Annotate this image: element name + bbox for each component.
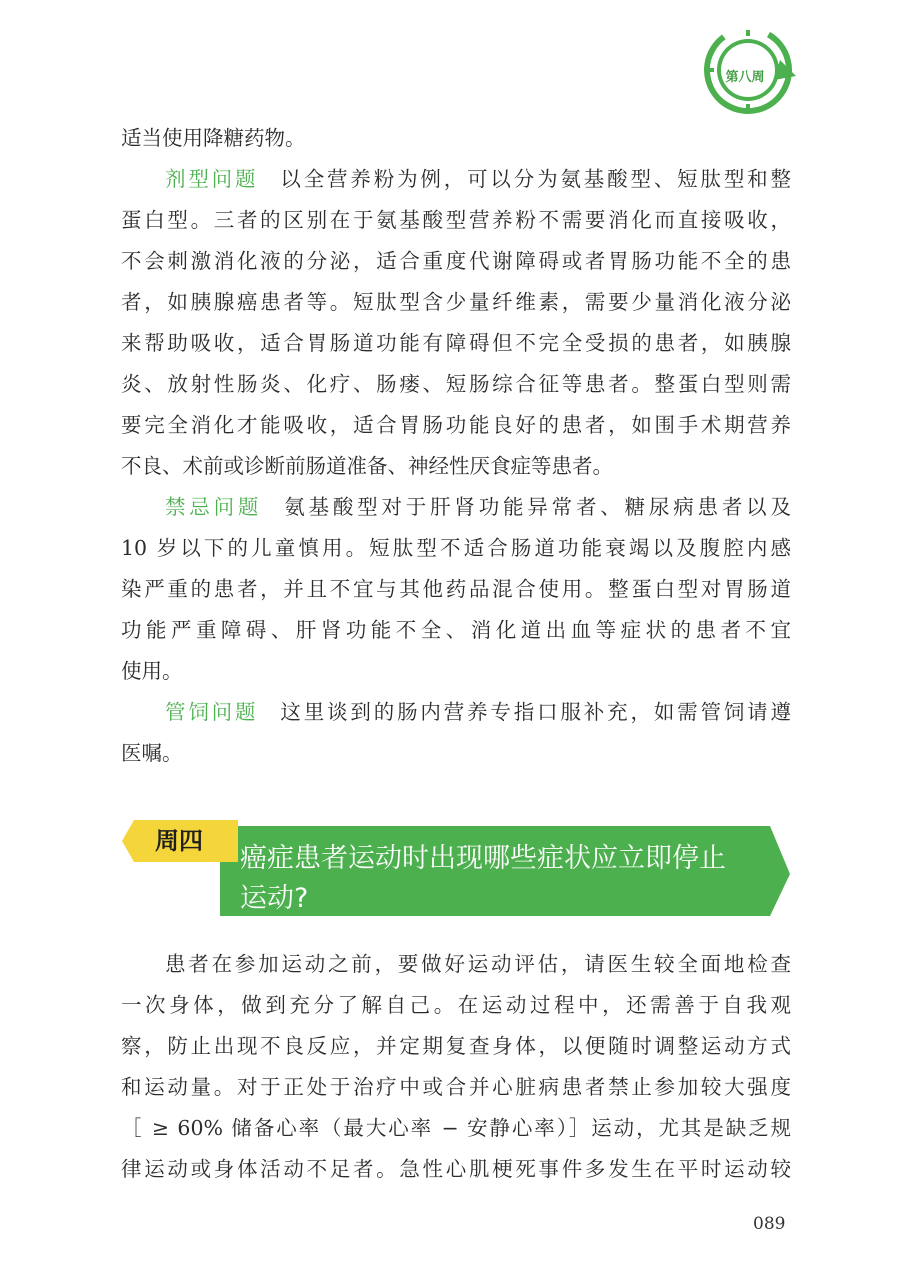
week-label: 第八周 — [725, 70, 765, 85]
section-title-line-2: 运动? — [240, 883, 309, 914]
keyword-dosage-form: 剂型问题 — [165, 167, 259, 191]
text-line: 功能严重障碍、肝肾功能不全、消化道出血等症状的患者不宜 — [121, 618, 791, 642]
section-tag: 周四 — [155, 827, 203, 855]
text-line: 和运动量。对于正处于治疗中或合并心脏病患者禁止参加较大强度 — [121, 1075, 791, 1099]
text-line: 来帮助吸收，适合胃肠道功能有障碍但不完全受损的患者，如胰腺 — [121, 331, 791, 355]
text-line: 察，防止出现不良反应，并定期复查身体，以便随时调整运动方式 — [121, 1034, 791, 1058]
keyword-contraindication: 禁忌问题 — [165, 495, 263, 519]
text-line: 一次身体，做到充分了解自己。在运动过程中，还需善于自我观 — [121, 993, 791, 1017]
text-line: 染严重的患者，并且不宜与其他药品混合使用。整蛋白型对胃肠道 — [121, 577, 791, 601]
text-line: 患者在参加运动之前，要做好运动评估，请医生较全面地检查 — [165, 952, 791, 976]
section-header — [118, 818, 798, 928]
text-line: 者，如胰腺癌患者等。短肽型含少量纤维素，需要少量消化液分泌 — [121, 290, 791, 314]
body-text-top — [121, 118, 791, 774]
text-line: 医嘱。 — [121, 741, 183, 765]
text-line: 炎、放射性肠炎、化疗、肠瘘、短肠综合征等患者。整蛋白型则需 — [121, 372, 791, 396]
page-number: 089 — [753, 1214, 786, 1234]
section-title-line-1: 癌症患者运动时出现哪些症状应立即停止 — [240, 843, 726, 874]
paragraph-lead-line: 剂型问题 以全营养粉为例，可以分为氨基酸型、短肽型和整 — [165, 167, 792, 191]
paragraph-lead-line: 管饲问题 这里谈到的肠内营养专指口服补充，如需管饲请遵 — [165, 700, 792, 724]
text-line: 10 岁以下的儿童慎用。短肽型不适合肠道功能衰竭以及腹腔内感 — [121, 536, 791, 560]
text-line: 不会刺激消化液的分泌，适合重度代谢障碍或者胃肠功能不全的患 — [121, 249, 791, 273]
body-text-bottom — [121, 944, 791, 1190]
text-line: 不良、术前或诊断前肠道准备、神经性厌食症等患者。 — [121, 454, 613, 478]
text-line: 要完全消化才能吸收，适合胃肠功能良好的患者，如围手术期营养 — [121, 413, 791, 437]
text-line: 律运动或身体活动不足者。急性心肌梗死事件多发生在平时运动较 — [121, 1157, 791, 1181]
text-line: 使用。 — [121, 659, 183, 683]
paragraph-lead-line: 禁忌问题 氨基酸型对于肝肾功能异常者、糖尿病患者以及 — [165, 495, 791, 519]
text-line: ［ ≥ 60% 储备心率（最大心率 − 安静心率）］运动，尤其是缺乏规 — [121, 1116, 791, 1140]
text-line: 蛋白型。三者的区别在于氨基酸型营养粉不需要消化而直接吸收， — [121, 208, 791, 232]
text-line: 适当使用降糖药物。 — [121, 126, 306, 150]
keyword-tube-feeding: 管饲问题 — [165, 700, 259, 724]
